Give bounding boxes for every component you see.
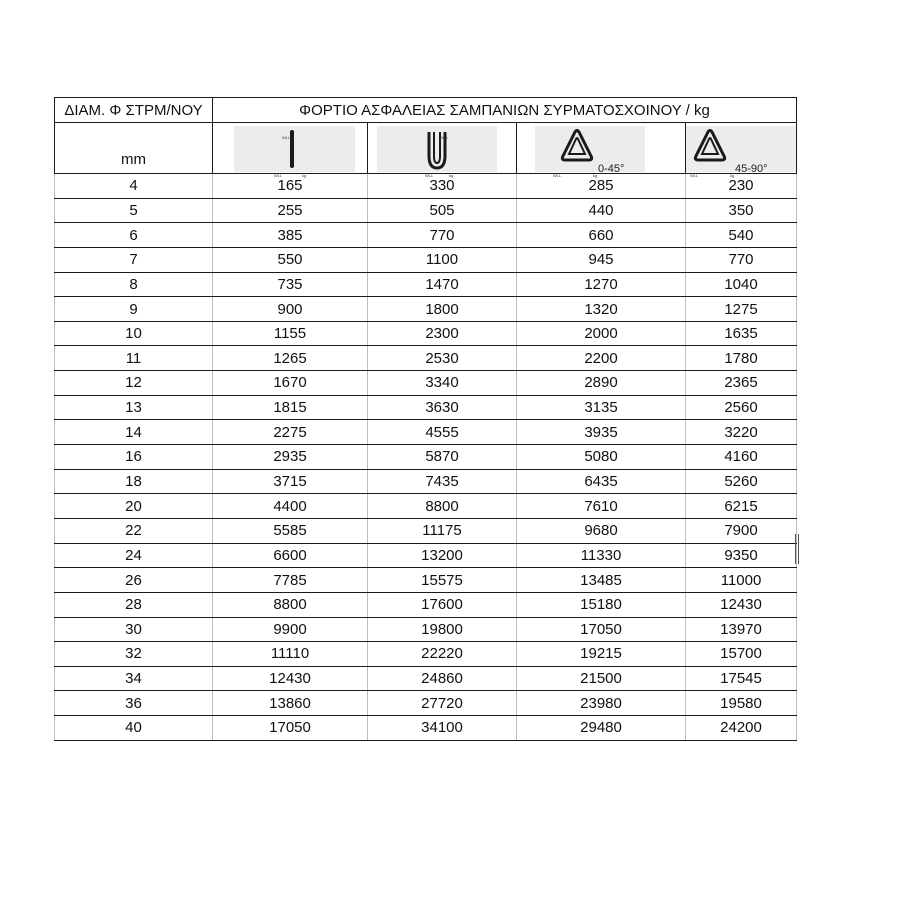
load-cell[interactable]: 735 <box>213 272 368 297</box>
load-cell[interactable]: 1470 <box>368 272 517 297</box>
basket-sling-0-45-icon: WLL kg 0-45° <box>535 126 645 172</box>
load-cell[interactable]: 7435 <box>368 469 517 494</box>
load-cell[interactable]: 4160 <box>686 445 797 470</box>
load-cell[interactable]: 385 <box>213 223 368 248</box>
table-row <box>55 272 797 297</box>
load-cell[interactable]: 3220 <box>686 420 797 445</box>
load-cell[interactable]: 19215 <box>517 642 686 667</box>
table-row <box>55 223 797 248</box>
load-cell[interactable]: 27720 <box>368 691 517 716</box>
load-cell[interactable]: 24200 <box>686 716 797 741</box>
diameter-cell[interactable]: 36 <box>55 691 213 716</box>
load-cell[interactable]: 1155 <box>213 321 368 346</box>
load-cell[interactable]: 165 <box>213 174 368 199</box>
load-cell[interactable]: 1780 <box>686 346 797 371</box>
table-row <box>55 617 797 642</box>
load-cell[interactable]: 9900 <box>213 617 368 642</box>
diameter-cell[interactable]: 10 <box>55 321 213 346</box>
load-cell[interactable]: 3715 <box>213 469 368 494</box>
load-cell[interactable]: 900 <box>213 297 368 322</box>
load-cell[interactable]: 230 <box>686 174 797 199</box>
diameter-cell[interactable]: 24 <box>55 543 213 568</box>
load-cell[interactable]: 2200 <box>517 346 686 371</box>
load-cell[interactable]: 6215 <box>686 494 797 519</box>
load-cell[interactable]: 7900 <box>686 518 797 543</box>
load-cell[interactable]: 1270 <box>517 272 686 297</box>
load-cell[interactable]: 23980 <box>517 691 686 716</box>
table-row <box>55 198 797 223</box>
load-cell[interactable]: 11110 <box>213 642 368 667</box>
load-cell[interactable]: 19580 <box>686 691 797 716</box>
load-cell[interactable]: 1100 <box>368 247 517 272</box>
load-cell[interactable]: 17050 <box>517 617 686 642</box>
load-cell[interactable]: 21500 <box>517 666 686 691</box>
load-cell[interactable]: 19800 <box>368 617 517 642</box>
load-cell[interactable]: 330 <box>368 174 517 199</box>
load-cell[interactable]: 24860 <box>368 666 517 691</box>
table-row <box>55 420 797 445</box>
image-row <box>55 123 797 174</box>
load-cell[interactable]: 350 <box>686 198 797 223</box>
load-cell[interactable]: 7610 <box>517 494 686 519</box>
load-cell[interactable]: 1800 <box>368 297 517 322</box>
diameter-cell[interactable]: 32 <box>55 642 213 667</box>
image-cell-choke[interactable] <box>368 123 517 178</box>
load-cell[interactable]: 2365 <box>686 371 797 396</box>
load-cell[interactable]: 660 <box>517 223 686 248</box>
load-cell[interactable]: 440 <box>517 198 686 223</box>
load-cell[interactable]: 2000 <box>517 321 686 346</box>
load-cell[interactable]: 5870 <box>368 445 517 470</box>
diameter-cell[interactable]: 34 <box>55 666 213 691</box>
table-row <box>55 346 797 371</box>
load-cell[interactable]: 4400 <box>213 494 368 519</box>
load-cell[interactable]: 945 <box>517 247 686 272</box>
header-diameter[interactable]: ΔΙΑΜ. Φ ΣΤΡΜ/ΝΟΥ <box>55 98 213 123</box>
table-row <box>55 716 797 741</box>
load-cell[interactable]: 29480 <box>517 716 686 741</box>
load-cell[interactable]: 6435 <box>517 469 686 494</box>
sling-load-table <box>54 97 797 741</box>
load-cell[interactable]: 285 <box>517 174 686 199</box>
header-row <box>55 98 797 123</box>
load-cell[interactable]: 3630 <box>368 395 517 420</box>
text-cursor-icon <box>795 534 799 564</box>
table-row <box>55 543 797 568</box>
load-cell[interactable]: 15575 <box>368 568 517 593</box>
load-cell[interactable]: 2890 <box>517 371 686 396</box>
load-cell[interactable]: 12430 <box>686 592 797 617</box>
table-row <box>55 247 797 272</box>
header-title[interactable]: ΦΟΡΤΙΟ ΑΣΦΑΛΕΙΑΣ ΣΑΜΠΑΝΙΩΝ ΣΥΡΜΑΤΟΣΧΟΙΝΟΥ / kg <box>213 98 797 123</box>
load-cell[interactable]: 3340 <box>368 371 517 396</box>
table-row <box>55 518 797 543</box>
load-cell[interactable]: 1635 <box>686 321 797 346</box>
diameter-cell[interactable]: 13 <box>55 395 213 420</box>
table-row <box>55 321 797 346</box>
load-cell[interactable]: 1275 <box>686 297 797 322</box>
load-cell[interactable]: 15700 <box>686 642 797 667</box>
table-row <box>55 395 797 420</box>
load-cell[interactable]: 1040 <box>686 272 797 297</box>
unit-cell[interactable]: mm <box>55 123 213 174</box>
diameter-cell[interactable]: 20 <box>55 494 213 519</box>
diameter-cell[interactable]: 22 <box>55 518 213 543</box>
load-cell[interactable]: 3935 <box>517 420 686 445</box>
load-cell[interactable]: 17600 <box>368 592 517 617</box>
diameter-cell[interactable]: 9 <box>55 297 213 322</box>
diameter-cell[interactable]: 28 <box>55 592 213 617</box>
load-cell[interactable]: 2530 <box>368 346 517 371</box>
diameter-cell[interactable]: 30 <box>55 617 213 642</box>
load-cell[interactable]: 3135 <box>517 395 686 420</box>
load-cell[interactable]: 17050 <box>213 716 368 741</box>
load-cell[interactable]: 6600 <box>213 543 368 568</box>
load-cell[interactable]: 505 <box>368 198 517 223</box>
load-cell[interactable]: 2300 <box>368 321 517 346</box>
diameter-cell[interactable]: 4 <box>55 174 213 199</box>
diameter-cell[interactable]: 12 <box>55 371 213 396</box>
spreadsheet <box>54 97 796 741</box>
load-cell[interactable]: 1815 <box>213 395 368 420</box>
load-cell[interactable]: 770 <box>368 223 517 248</box>
straight-sling-icon: WLL WLL kg <box>234 126 355 172</box>
load-cell[interactable]: 13485 <box>517 568 686 593</box>
diameter-cell[interactable]: 18 <box>55 469 213 494</box>
load-cell[interactable]: 8800 <box>368 494 517 519</box>
load-cell[interactable]: 2275 <box>213 420 368 445</box>
load-cell[interactable]: 5585 <box>213 518 368 543</box>
table-row <box>55 568 797 593</box>
diameter-cell[interactable]: 7 <box>55 247 213 272</box>
load-cell[interactable]: 2560 <box>686 395 797 420</box>
load-cell[interactable]: 34100 <box>368 716 517 741</box>
load-cell[interactable]: 17545 <box>686 666 797 691</box>
load-cell[interactable]: 13860 <box>213 691 368 716</box>
load-cell[interactable]: 4555 <box>368 420 517 445</box>
load-cell[interactable]: 7785 <box>213 568 368 593</box>
image-cell-straight[interactable] <box>213 123 368 178</box>
load-cell[interactable]: 5080 <box>517 445 686 470</box>
table-row <box>55 469 797 494</box>
load-cell[interactable]: 11175 <box>368 518 517 543</box>
load-cell[interactable]: 11000 <box>686 568 797 593</box>
image-cell-basket-0-45[interactable] <box>517 123 686 178</box>
table-row <box>55 297 797 322</box>
load-cell[interactable]: 8800 <box>213 592 368 617</box>
basket-sling-45-90-icon: WLL kg 45-90° <box>686 126 796 172</box>
diameter-cell[interactable]: 11 <box>55 346 213 371</box>
load-cell[interactable]: 550 <box>213 247 368 272</box>
load-cell[interactable]: 15180 <box>517 592 686 617</box>
load-cell[interactable]: 12430 <box>213 666 368 691</box>
load-cell[interactable]: 13970 <box>686 617 797 642</box>
load-cell[interactable]: 2935 <box>213 445 368 470</box>
load-cell[interactable]: 770 <box>686 247 797 272</box>
diameter-cell[interactable]: 6 <box>55 223 213 248</box>
load-cell[interactable]: 5260 <box>686 469 797 494</box>
load-cell[interactable]: 9680 <box>517 518 686 543</box>
table-row <box>55 371 797 396</box>
table-row <box>55 445 797 470</box>
load-cell[interactable]: 540 <box>686 223 797 248</box>
load-cell[interactable]: 1265 <box>213 346 368 371</box>
diameter-cell[interactable]: 5 <box>55 198 213 223</box>
table-row <box>55 592 797 617</box>
load-cell[interactable]: 1320 <box>517 297 686 322</box>
load-cell[interactable]: 13200 <box>368 543 517 568</box>
load-cell[interactable]: 22220 <box>368 642 517 667</box>
diameter-cell[interactable]: 16 <box>55 445 213 470</box>
diameter-cell[interactable]: 40 <box>55 716 213 741</box>
load-cell[interactable]: 11330 <box>517 543 686 568</box>
load-cell[interactable]: 1670 <box>213 371 368 396</box>
diameter-cell[interactable]: 14 <box>55 420 213 445</box>
table-row <box>55 642 797 667</box>
diameter-cell[interactable]: 8 <box>55 272 213 297</box>
table-row <box>55 666 797 691</box>
u-sling-icon: WLL WLL kg <box>377 126 497 172</box>
load-cell[interactable]: 255 <box>213 198 368 223</box>
table-body <box>55 174 797 741</box>
table-row <box>55 691 797 716</box>
load-cell[interactable]: 9350 <box>686 543 797 568</box>
diameter-cell[interactable]: 26 <box>55 568 213 593</box>
table-row <box>55 494 797 519</box>
image-cell-basket-45-90[interactable] <box>686 123 797 178</box>
